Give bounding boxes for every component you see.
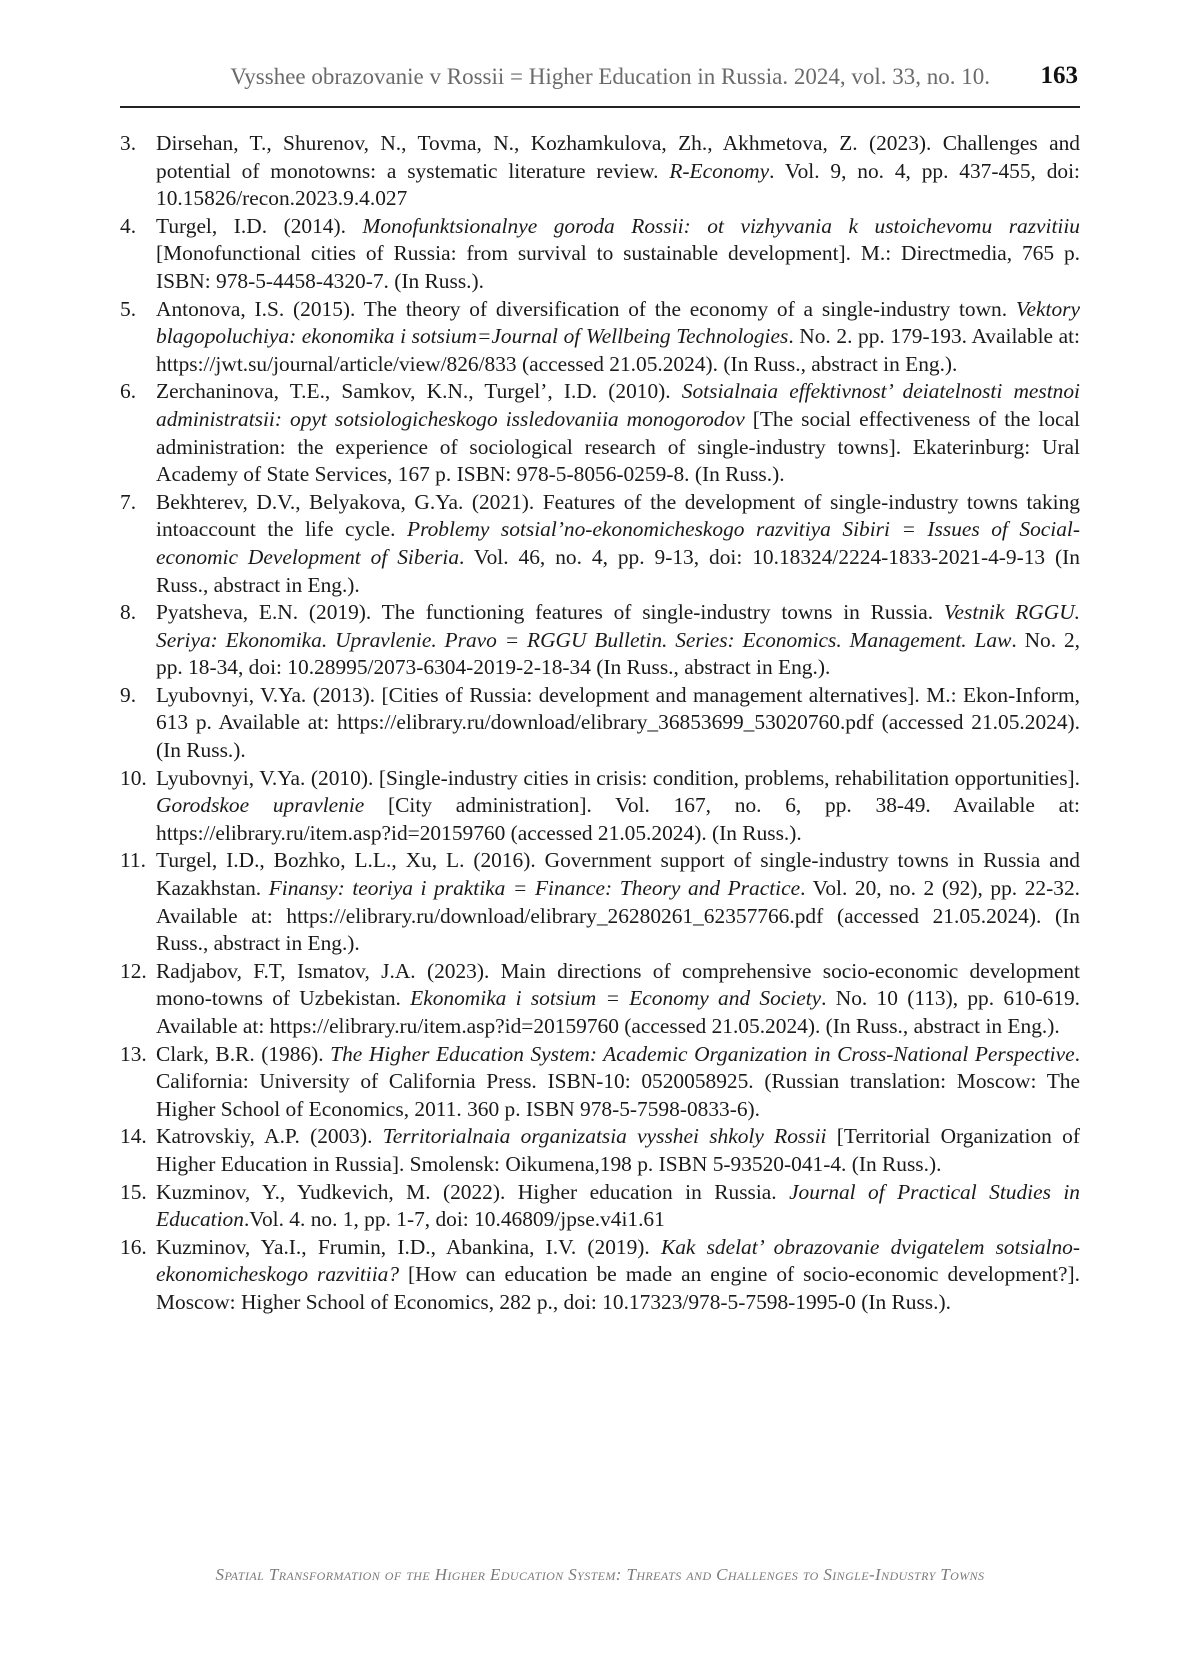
reference-text: Antonova, I.S. (2015). The theory of diversification of the economy of a single-industry town. — [156, 296, 1016, 321]
reference-text: Radjabov, F.T, Ismatov, J.A. (2023). Main directions of comprehensive socio-economic development mono-towns of Uzbekistan. — [156, 958, 1080, 1011]
reference-source: Monofunktsionalnye goroda Rossii: ot vizhyvania k ustoichevomu razvitiiu — [362, 213, 1080, 238]
reference-details: . California: University of California Press. ISBN-10: 0520058925. (Russian translation: Moscow: The Higher School of Economics, 2011. 360 p. ISBN 978-5-7598-0833-6). — [156, 1041, 1080, 1121]
reference-details: [Monofunctional cities of Russia: from survival to sustainable development]. M.: Directmedia, 765 p. ISBN: 978-5-4458-4320-7. (In Russ.). — [156, 241, 1080, 293]
reference-source: Territorialnaia organizatsia vysshei shkoly Rossii — [382, 1124, 827, 1149]
reference-source: Ekonomika i sotsium = Economy and Society — [410, 986, 822, 1011]
reference-source: Problemy sotsial’no-ekonomicheskogo razvitiya Sibiri = Issues of Social-economic Development of Siberia — [156, 517, 1080, 569]
reference-source: Gorodskoe upravlenie — [156, 793, 365, 818]
reference-source: Kak sdelat’ obrazovanie dvigatelem sotsialno-ekonomicheskogo razvitiia? — [156, 1234, 1080, 1287]
reference-text: Clark, B.R. (1986). — [156, 1041, 331, 1066]
reference-item — [120, 296, 1080, 379]
reference-number: 7. — [120, 489, 137, 514]
reference-text: Turgel, I.D. (2014). — [156, 213, 363, 238]
reference-item — [120, 489, 1080, 599]
reference-text: Kuzminov, Ya.I., Frumin, I.D., Abankina, I.V. (2019). — [156, 1234, 661, 1259]
reference-item — [120, 130, 1080, 213]
reference-source: Vektory blagopoluchiya: ekonomika i sotsium=Journal of Wellbeing Technologies — [156, 296, 1080, 349]
page-number: 163 — [1040, 62, 1078, 89]
reference-text: Kuzminov, Y., Yudkevich, M. (2022). Higher education in Russia. — [156, 1179, 790, 1204]
reference-number: 14. — [120, 1124, 147, 1149]
reference-item — [120, 765, 1080, 848]
reference-number: 16. — [120, 1234, 147, 1259]
reference-details: . No. 2. pp. 179-193. Available at: https://jwt.su/journal/article/view/826/833 (accessed 21.05.2024). (In Russ., abstract in Eng.). — [156, 324, 1080, 376]
reference-item — [120, 847, 1080, 957]
reference-text: Zerchaninova, T.E., Samkov, K.N., Turgel’, I.D. (2010). — [156, 379, 682, 404]
reference-details: [The social effectiveness of the local administration: the experience of sociological research of single-industry towns]. Ekaterinburg: Ural Academy of State Services, 167 p. ISBN: 978-5-8056-0259-8. (In Russ.). — [156, 406, 1080, 487]
reference-number: 11. — [120, 848, 146, 873]
reference-number: 4. — [120, 213, 137, 238]
reference-item — [120, 682, 1080, 765]
reference-item — [120, 1179, 1080, 1234]
reference-text: Turgel, I.D., Bozhko, L.L., Xu, L. (2016). Government support of single-industry towns in Russia and Kazakhstan. — [156, 848, 1080, 901]
reference-number: 5. — [120, 296, 137, 321]
journal-title: Vysshee obrazovanie v Rossii = Higher Education in Russia. 2024, vol. 33, no. 10. — [230, 64, 990, 89]
running-footer: Spatial Transformation of the Higher Education System: Threats and Challenges to Single-Industry Towns — [215, 1565, 985, 1584]
reference-details: . Vol. 46, no. 4, pp. 9-13, doi: 10.18324/2224-1833-2021-4-9-13 (In Russ., abstract in Eng.). — [156, 544, 1080, 597]
page-header — [120, 60, 1080, 108]
reference-number: 8. — [120, 600, 137, 625]
reference-number: 6. — [120, 379, 137, 404]
reference-details: . No. 10 (113), pp. 610-619. Available at: https://elibrary.ru/item.asp?id=20159760 (accessed 21.05.2024). (In Russ., abstract in Eng.). — [156, 986, 1081, 1038]
reference-item — [120, 958, 1080, 1041]
reference-source: The Higher Education System: Academic Organization in Cross-National Perspective — [330, 1041, 1075, 1066]
reference-number: 15. — [120, 1179, 147, 1204]
reference-details: . No. 2, pp. 18-34, doi: 10.28995/2073-6304-2019-2-18-34 (In Russ., abstract in Eng.). — [156, 627, 1080, 680]
reference-source: R-Economy — [669, 158, 770, 183]
reference-details: .Vol. 4. no. 1, pp. 1-7, doi: 10.46809/jpse.v4i1.61 — [243, 1207, 665, 1232]
reference-text: Dirsehan, T., Shurenov, N., Tovma, N., Kozhamkulova, Zh., Akhmetova, Z. (2023). Challenges and potential of monotowns: a systematic literature review. — [156, 131, 1080, 183]
reference-number: 13. — [120, 1041, 147, 1066]
reference-details: [Territorial Organization of Higher Education in Russia]. Smolensk: Oikumena,198 p. ISBN 5-93520-041-4. (In Russ.). — [156, 1124, 1080, 1176]
reference-item — [120, 1041, 1080, 1124]
reference-details: [How can education be made an engine of socio-economic development?]. Moscow: Higher School of Economics, 282 p., doi: 10.17323/978-5-7598-1995-0 (In Russ.). — [156, 1262, 1081, 1314]
reference-text: Lyubovnyi, V.Ya. (2013). [Cities of Russia: development and management alternatives]. M.: Ekon-Inform, 613 p. Available at: https://elibrary.ru/download/elibrary_36853699_53020760.pdf (accessed 21.05.2024). (In Russ.). — [156, 682, 1080, 763]
reference-details: . Vol. 20, no. 2 (92), pp. 22-32. Available at: https://elibrary.ru/download/elibrary_26280261_62357766.pdf (accessed 21.05.2024). (In Russ., abstract in Eng.). — [156, 876, 1080, 956]
reference-text: Pyatsheva, E.N. (2019). The functioning features of single-industry towns in Russia. — [156, 600, 944, 625]
reference-item — [120, 1234, 1080, 1317]
reference-source: Sotsialnaia effektivnost’ deiatelnosti mestnoi administratsii: opyt sotsiologicheskogo issledovaniia monogorodov — [156, 379, 1080, 431]
reference-text: Lyubovnyi, V.Ya. (2010). [Single-industry cities in crisis: condition, problems, rehabilitation opportunities]. — [156, 765, 1080, 790]
reference-list — [120, 130, 1080, 1317]
reference-details: [City administration]. Vol. 167, no. 6, pp. 38-49. Available at: https://elibrary.ru/item.asp?id=20159760 (accessed 21.05.2024). (In Russ.). — [156, 793, 1080, 845]
reference-item — [120, 1123, 1080, 1178]
reference-source: Finansy: teoriya i praktika = Finance: Theory and Practice — [268, 876, 801, 901]
reference-text: Bekhterev, D.V., Belyakova, G.Ya. (2021). Features of the development of single-industry towns taking intoaccount the life cycle. — [156, 489, 1080, 542]
reference-source: Vestnik RGGU. Seriya: Ekonomika. Upravlenie. Pravo = RGGU Bulletin. Series: Economics. Management. Law — [156, 600, 1080, 652]
reference-item — [120, 599, 1080, 682]
reference-source: Journal of Practical Studies in Education — [156, 1179, 1080, 1232]
reference-number: 3. — [120, 131, 137, 155]
reference-number: 12. — [120, 958, 147, 983]
reference-number: 10. — [120, 765, 147, 790]
reference-details: . Vol. 9, no. 4, pp. 437-455, doi: 10.15826/recon.2023.9.4.027 — [156, 158, 1080, 211]
reference-text: Katrovskiy, A.P. (2003). — [156, 1124, 383, 1149]
reference-item — [120, 213, 1080, 296]
reference-item — [120, 378, 1080, 488]
reference-number: 9. — [120, 682, 137, 707]
